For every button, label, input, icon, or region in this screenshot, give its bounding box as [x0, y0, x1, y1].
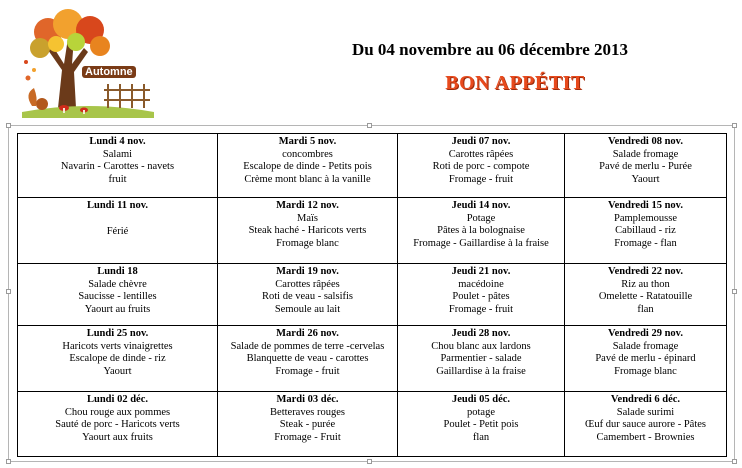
menu-frame — [8, 125, 735, 462]
menu-day-cell[interactable] — [565, 134, 727, 198]
menu-dish: Semoule au lait — [274, 303, 341, 315]
menu-dish: Salade chèvre — [88, 278, 147, 290]
menu-day-cell[interactable] — [18, 392, 218, 457]
menu-dish: Gaillardise à la fraise — [436, 365, 526, 377]
menu-day-cell[interactable] — [18, 326, 218, 392]
resize-handle-bottom-left[interactable] — [6, 459, 11, 464]
menu-dish: Cabillaud - riz — [615, 225, 676, 236]
menu-day-cell[interactable] — [218, 326, 398, 392]
menu-day-label: Vendredi 29 nov. — [608, 328, 683, 339]
menu-dish: Fromage - fruit — [448, 173, 514, 185]
menu-dish: Yaourt — [631, 173, 660, 185]
menu-day-cell[interactable] — [218, 198, 398, 264]
menu-dish: Fromage - fruit — [448, 303, 514, 315]
autumn-tree-icon — [18, 8, 158, 120]
menu-day-label: Lundi 25 nov. — [86, 328, 149, 339]
menu-dish: Salade de pommes de terre -cervelas — [230, 340, 385, 352]
menu-day-label: Jeudi 07 nov. — [451, 136, 511, 147]
menu-day-cell[interactable] — [18, 134, 218, 198]
menu-dish: macédoine — [458, 278, 504, 290]
menu-day-cell[interactable] — [398, 134, 565, 198]
menu-day-label: Mardi 03 déc. — [276, 394, 339, 405]
menu-dish: Salade fromage — [612, 340, 679, 352]
menu-day-label: Vendredi 08 nov. — [608, 136, 683, 147]
menu-day-label: Jeudi 21 nov. — [451, 266, 511, 277]
menu-day-cell[interactable] — [18, 198, 218, 264]
menu-day-label: Mardi 12 nov. — [276, 200, 339, 211]
menu-dish: Steak haché - Haricots verts — [248, 225, 367, 236]
menu-period-title: Du 04 novembre au 06 décembre 2013 — [351, 40, 629, 59]
menu-dish: Œuf dur sauce aurore - Pâtes — [585, 419, 706, 430]
menu-dish: Haricots verts vinaigrettes — [62, 340, 173, 352]
menu-dish: Pamplemousse — [614, 212, 677, 224]
menu-dish: Camembert - Brownies — [596, 431, 695, 443]
menu-dish: Pâtes à la bolognaise — [437, 225, 525, 236]
menu-day-cell[interactable] — [18, 264, 218, 326]
menu-day-label: Vendredi 22 nov. — [608, 266, 683, 277]
menu-day-cell[interactable] — [398, 264, 565, 326]
resize-handle-bottom[interactable] — [367, 459, 372, 464]
menu-dish: Parmentier - salade — [440, 353, 522, 364]
menu-dish: Pavé de merlu - Purée — [599, 161, 692, 172]
menu-dish: flan — [472, 431, 490, 443]
menu-dish: Fromage - Fruit — [274, 431, 341, 443]
menu-dish: potage — [467, 406, 495, 418]
menu-dish: Salade fromage — [612, 148, 679, 160]
menu-day-label: Vendredi 6 déc. — [610, 394, 681, 405]
resize-handle-right[interactable] — [732, 289, 737, 294]
resize-handle-bottom-right[interactable] — [732, 459, 737, 464]
menu-day-cell[interactable] — [565, 198, 727, 264]
menu-day-cell[interactable] — [218, 392, 398, 457]
menu-dish: Maïs — [297, 212, 318, 224]
menu-dish: Escalope de dinde - riz — [69, 353, 166, 364]
resize-handle-top-right[interactable] — [732, 123, 737, 128]
menu-day-label: Mardi 19 nov. — [276, 266, 339, 277]
menu-dish: fruit — [108, 173, 127, 185]
menu-day-cell[interactable] — [218, 264, 398, 326]
menu-day-label: Jeudi 14 nov. — [451, 200, 511, 211]
menu-dish: Yaourt au fruits — [84, 303, 151, 315]
menu-dish: Férié — [106, 225, 129, 237]
menu-dish: Crème mont blanc à la vanille — [244, 173, 371, 185]
resize-handle-left[interactable] — [6, 289, 11, 294]
greeting-title: BON APPÉTIT — [445, 72, 585, 94]
menu-dish: Riz au thon — [621, 278, 670, 290]
menu-day-label: Lundi 4 nov. — [89, 136, 146, 147]
menu-dish: Fromage - flan — [614, 237, 677, 249]
menu-day-label: Vendredi 15 nov. — [608, 200, 683, 211]
menu-dish: Roti de veau - salsifis — [262, 291, 353, 302]
menu-dish: Betteraves rouges — [270, 406, 345, 418]
logo-text: Automne — [82, 66, 136, 78]
menu-dish: Steak - purée — [279, 419, 336, 430]
menu-week-row — [18, 392, 727, 457]
menu-dish: Fromage blanc — [276, 237, 339, 249]
menu-dish: Pavé de merlu - épinard — [595, 353, 696, 364]
menu-dish: Sauté de porc - Haricots verts — [55, 419, 180, 430]
menu-day-cell[interactable] — [218, 134, 398, 198]
menu-day-cell[interactable] — [565, 392, 727, 457]
menu-day-cell[interactable] — [398, 392, 565, 457]
menu-day-label: Lundi 02 déc. — [87, 394, 148, 405]
menu-day-cell[interactable] — [565, 326, 727, 392]
menu-day-label: Lundi 11 nov. — [87, 200, 148, 211]
menu-dish: Poulet - pâtes — [452, 291, 510, 302]
menu-dish: Navarin - Carottes - navets — [60, 161, 175, 172]
menu-dish: Saucisse - lentilles — [78, 291, 157, 302]
menu-dish: Chou rouge aux pommes — [64, 406, 171, 418]
menu-dish: Chou blanc aux lardons — [431, 340, 531, 352]
menu-day-cell[interactable] — [398, 326, 565, 392]
menu-week-row — [18, 198, 727, 264]
menu-week-row — [18, 264, 727, 326]
menu-dish: Salade surimi — [616, 406, 675, 418]
menu-day-label: Jeudi 28 nov. — [451, 328, 511, 339]
menu-dish: Yaourt — [103, 365, 132, 377]
menu-dish: Salami — [102, 148, 133, 160]
menu-dish: Fromage blanc — [614, 365, 677, 377]
menu-day-cell[interactable] — [398, 198, 565, 264]
menu-dish: Poulet - Petit pois — [443, 419, 519, 430]
menu-dish: Roti de porc - compote — [432, 161, 530, 172]
menu-day-label: Lundi 18 — [97, 266, 138, 277]
menu-dish: Carottes râpées — [448, 148, 514, 160]
menu-day-label: Jeudi 05 déc. — [451, 394, 511, 405]
menu-dish: Yaourt aux fruits — [82, 431, 153, 443]
menu-dish: Carottes râpées — [275, 278, 340, 290]
menu-dish: Fromage - fruit — [275, 365, 340, 377]
menu-dish: Omelette - Ratatouille — [598, 291, 693, 302]
menu-day-label: Mardi 26 nov. — [276, 328, 339, 339]
menu-dish: Escalope de dinde - Petits pois — [243, 161, 372, 172]
menu-dish: concombres — [282, 148, 333, 160]
menu-day-cell[interactable] — [565, 264, 727, 326]
resize-handle-top[interactable] — [367, 123, 372, 128]
menu-week-row — [18, 326, 727, 392]
autumn-logo — [18, 8, 158, 120]
menu-table — [17, 133, 727, 457]
resize-handle-top-left[interactable] — [6, 123, 11, 128]
menu-dish: Fromage - Gaillardise à la fraise — [413, 237, 549, 249]
menu-dish: Blanquette de veau - carottes — [246, 353, 369, 364]
menu-day-label: Mardi 5 nov. — [278, 136, 337, 147]
menu-dish: Potage — [466, 212, 496, 224]
menu-dish: flan — [637, 303, 654, 315]
menu-week-row — [18, 134, 727, 198]
